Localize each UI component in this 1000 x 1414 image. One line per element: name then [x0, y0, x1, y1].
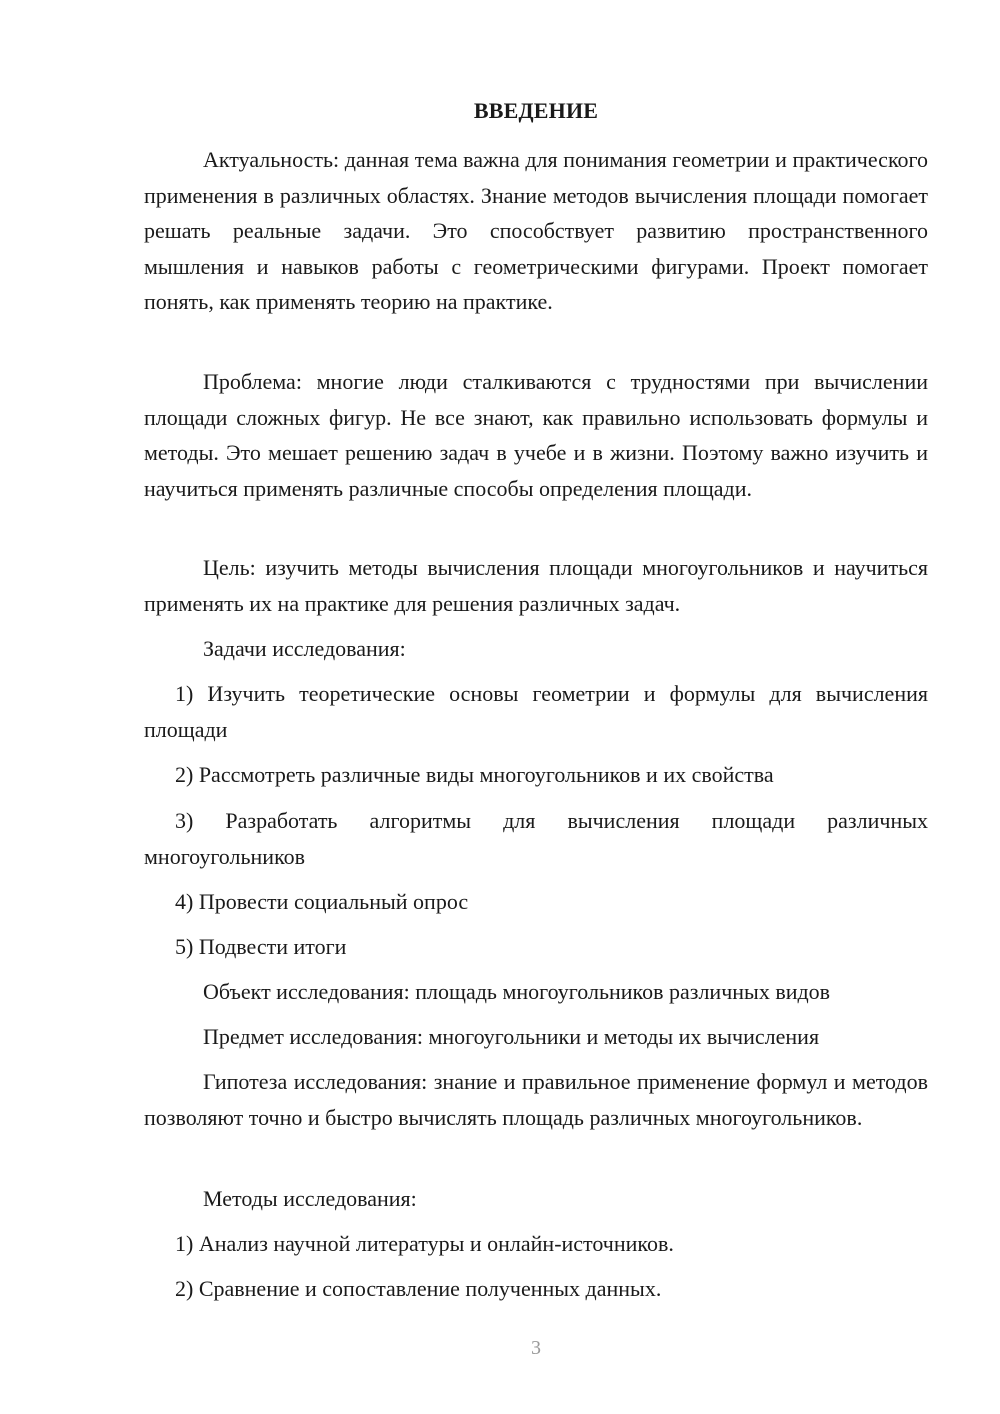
task-item-3: 3) Разработать алгоритмы для вычисления площади различных многоугольников [144, 808, 928, 869]
hypothesis-paragraph: Гипотеза исследования: знание и правильное применение формул и методов позволяют точно и быстро вычислять площадь различных многоугольников. [144, 1069, 928, 1130]
task-item-1: 1) Изучить теоретические основы геометрии и формулы для вычисления площади [144, 681, 928, 742]
method-item-1: 1) Анализ научной литературы и онлайн-источников. [175, 1231, 674, 1256]
task-item-2: 2) Рассмотреть различные виды многоугольников и их свойства [175, 762, 774, 787]
tasks-heading: Задачи исследования: [203, 636, 406, 661]
subject-paragraph: Предмет исследования: многоугольники и методы их вычисления [203, 1024, 820, 1049]
page-number: 3 [531, 1337, 541, 1359]
object-paragraph: Объект исследования: площадь многоугольников различных видов [203, 979, 831, 1004]
task-item-5: 5) Подвести итоги [175, 934, 347, 959]
goal-paragraph: Цель: изучить методы вычисления площади многоугольников и научиться применять их на практике для решения различных задач. [144, 555, 928, 616]
relevance-paragraph: Актуальность: данная тема важна для понимания геометрии и практического применения в различных областях. Знание методов вычисления площади помогает решать реальные задачи. Это способствует развитию пространственного мышления и навыков работы с геометрическими фигурами. Проект помогает понять, как применять теорию на практике. [144, 147, 928, 314]
problem-paragraph: Проблема: многие люди сталкиваются с трудностями при вычислении площади сложных фигур. Не все знают, как правильно использовать формулы и методы. Это мешает решению задач в учебе и в жизни. Поэтому важно изучить и научиться применять различные способы определения площади. [144, 369, 928, 501]
method-item-2: 2) Сравнение и сопоставление полученных данных. [175, 1276, 662, 1301]
page-title: ВВЕДЕНИЕ [473, 98, 599, 123]
task-item-4: 4) Провести социальный опрос [175, 889, 469, 914]
methods-heading: Методы исследования: [203, 1186, 417, 1211]
